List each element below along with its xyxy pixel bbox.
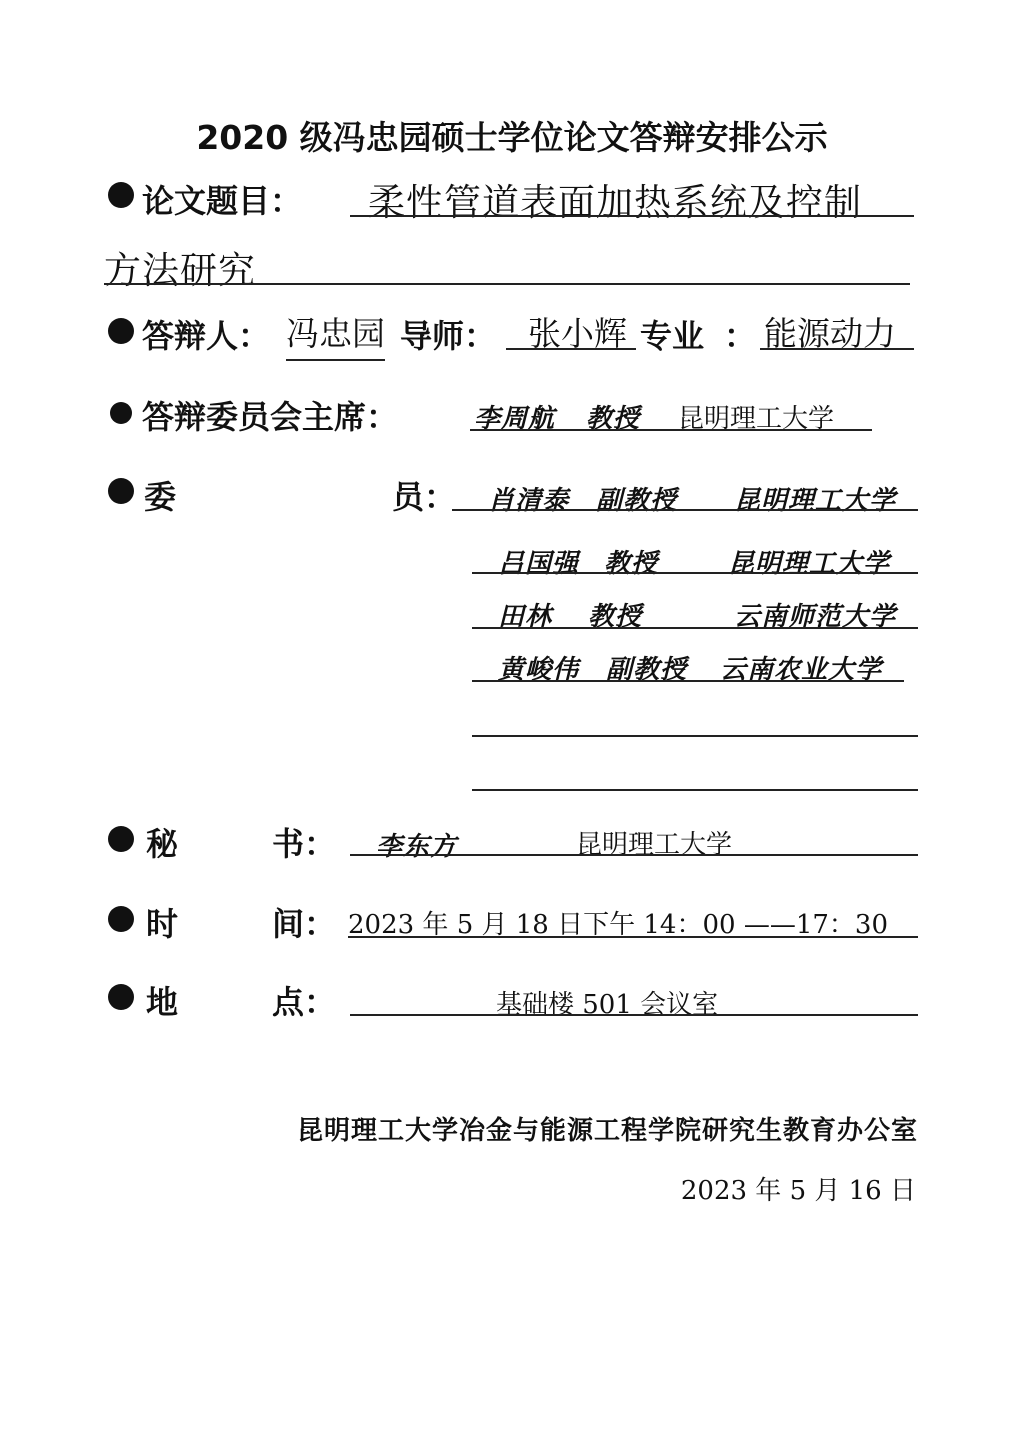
chair-rank: 教授	[586, 404, 641, 434]
thesis-label: 论文题目：	[142, 182, 303, 220]
bullet-icon	[108, 182, 134, 208]
thesis-title-line1: 柔性管道表面加热系统及控制	[368, 181, 862, 224]
time-value: 2023 年 5 月 18 日下午 14：00 ——17：30	[348, 910, 888, 940]
member-rank: 副教授	[606, 655, 688, 685]
underline	[472, 680, 904, 682]
member-name: 吕国强	[498, 549, 580, 579]
member-affiliation: 昆明理工大学	[734, 486, 897, 516]
underline	[760, 348, 914, 350]
underline	[350, 854, 918, 856]
underline	[506, 348, 636, 350]
place-label-left: 地	[146, 983, 179, 1021]
chair-label: 答辩委员会主席：	[142, 398, 399, 436]
member-affiliation: 云南农业大学	[720, 655, 883, 685]
place-value: 基础楼 501 会议室	[496, 990, 719, 1020]
issuing-office: 昆明理工大学冶金与能源工程学院研究生教育办公室	[296, 1116, 918, 1146]
underline	[104, 283, 910, 285]
member-affiliation: 昆明理工大学	[728, 549, 891, 579]
chair-name: 李周航	[474, 404, 556, 434]
underline	[350, 215, 914, 217]
major-label: 专业	[640, 317, 705, 355]
underline	[472, 572, 918, 574]
bullet-icon	[108, 318, 134, 344]
member-rank: 副教授	[596, 486, 678, 516]
chair-affiliation: 昆明理工大学	[678, 404, 835, 434]
bullet-icon	[110, 402, 132, 424]
member-name: 田林	[498, 602, 553, 632]
place-label-right: 点：	[272, 983, 337, 1021]
major-value: 能源动力	[764, 314, 896, 353]
underline	[452, 509, 918, 511]
page-title: 2020 级冯忠园硕士学位论文答辩安排公示	[196, 118, 828, 157]
issue-date: 2023 年 5 月 16 日	[680, 1176, 916, 1206]
advisor-name: 张小辉	[528, 314, 627, 353]
committee-label-left: 委	[144, 478, 177, 516]
blank-line	[472, 789, 918, 791]
bullet-icon	[108, 984, 134, 1010]
underline	[470, 429, 872, 431]
blank-line	[472, 735, 918, 737]
thesis-title-line2: 方法研究	[104, 249, 256, 292]
secretary-label-right: 书：	[272, 825, 337, 863]
secretary-label-left: 秘	[146, 825, 179, 863]
member-rank: 教授	[604, 549, 659, 579]
time-label-left: 时	[146, 905, 179, 943]
bullet-icon	[108, 826, 134, 852]
member-name: 肖清泰	[488, 486, 570, 516]
respondent-label: 答辩人：	[142, 317, 271, 355]
underline	[472, 627, 918, 629]
member-affiliation: 云南师范大学	[734, 602, 897, 632]
secretary-name: 李东方	[376, 832, 458, 862]
underline	[350, 1014, 918, 1016]
bullet-icon	[108, 478, 134, 504]
bullet-icon	[108, 906, 134, 932]
underline	[348, 936, 918, 938]
respondent-name: 冯忠园	[286, 308, 385, 361]
member-rank: 教授	[588, 602, 643, 632]
secretary-affiliation: 昆明理工大学	[576, 830, 733, 860]
member-name: 黄峻伟	[498, 655, 580, 685]
advisor-label: 导师：	[400, 317, 497, 355]
time-label-right: 间：	[272, 905, 337, 943]
major-colon: ：	[724, 317, 757, 355]
committee-label-right: 员：	[392, 478, 457, 516]
